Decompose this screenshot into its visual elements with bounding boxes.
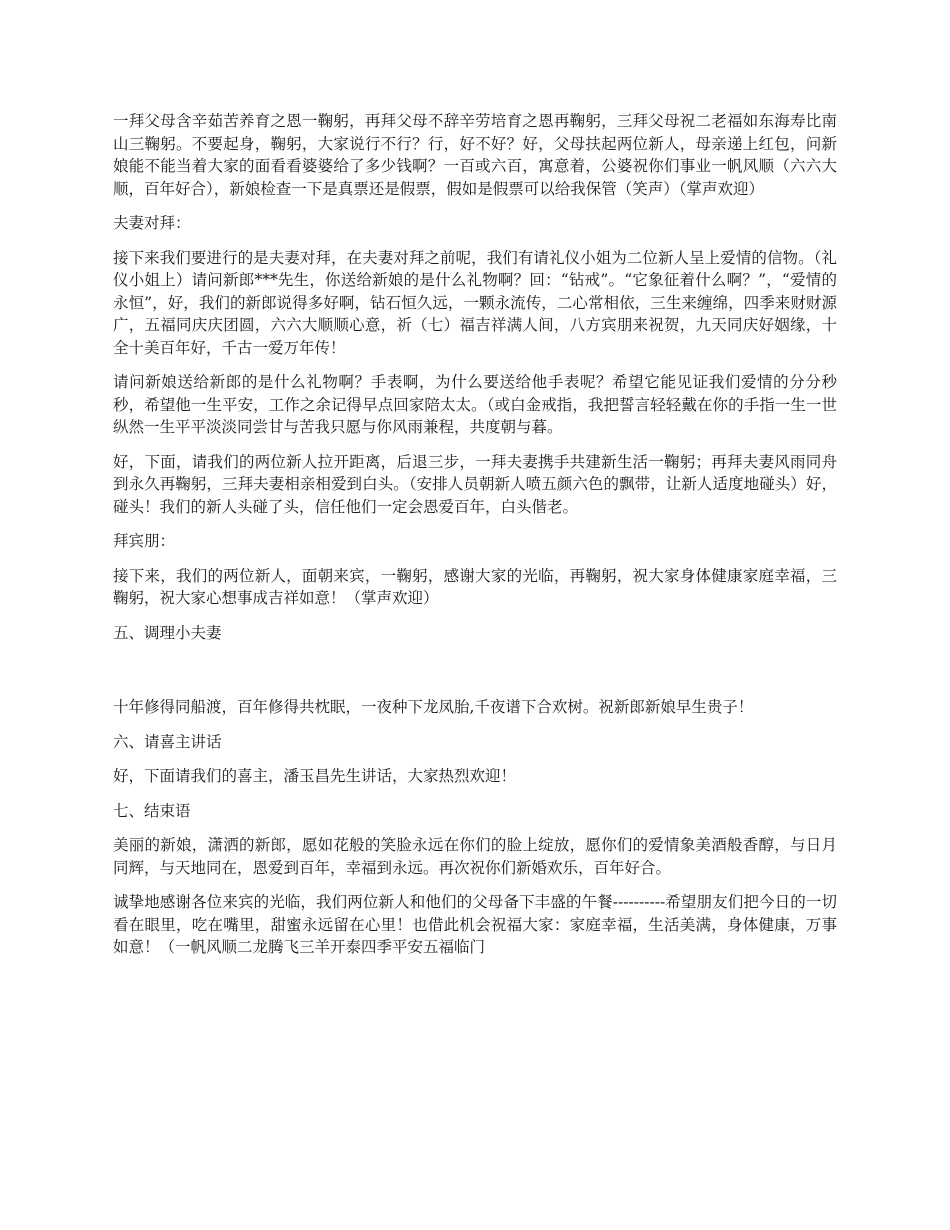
heading-section-six: 六、请喜主讲话 bbox=[113, 732, 222, 751]
paragraph-final-thanks: 诚挚地感谢各位来宾的光临，我们两位新人和他们的父母备下丰盛的午餐----------希望朋友们把今日的一切看在眼里，吃在嘴里，甜蜜永远留在心里！也借此机会祝福大家：家庭幸福，生活美满，身体健康，万事如意！（一帆风顺二龙腾飞三羊开泰四季平安五福临门 bbox=[113, 893, 837, 956]
paragraph-parents-bow: 一拜父母含辛茹苦养育之恩一鞠躬，再拜父母不辞辛劳培育之恩再鞠躬，三拜父母祝二老福如东海寿比南山三鞠躬。不要起身，鞠躬，大家说行不行？行，好不好？好，父母扶起两位新人，母亲递上红包，问新娘能不能当着大家的面看看婆婆给了多少钱啊？一百或六百，寓意着，公婆祝你们事业一帆风顺（六六大顺，百年好合），新娘检查一下是真票还是假票，假如是假票可以给我保管（笑声）（掌声欢迎） bbox=[113, 112, 837, 198]
heading-guest-bow: 拜宾朋： bbox=[113, 532, 176, 550]
document-page bbox=[113, 110, 837, 971]
heading-section-five: 五、调理小夫妻 bbox=[113, 623, 222, 642]
paragraph-three-bows: 好，下面，请我们的两位新人拉开距离，后退三步，一拜夫妻携手共建新生活一鞠躬；再拜夫妻风雨同舟到永久再鞠躬，三拜夫妻相亲相爱到白头。（安排人员朝新人喷五颜六色的飘带，让新人适度地碰头）好，碰头！我们的新人头碰了头，信任他们一定会恩爱百年，白头偕老。 bbox=[113, 452, 837, 516]
paragraph-thank-guests: 接下来，我们的两位新人，面朝来宾，一鞠躬，感谢大家的光临，再鞠躬，祝大家身体健康家庭幸福，三鞠躬，祝大家心想事成吉祥如意！（掌声欢迎） bbox=[113, 566, 837, 607]
heading-couple-bow: 夫妻对拜： bbox=[113, 214, 191, 232]
paragraph-blessing: 十年修得同船渡，百年修得共枕眠，一夜种下龙凤胎,千夜谱下合欢树。祝新郎新娘早生贵子！ bbox=[113, 698, 754, 716]
blank-gap bbox=[113, 656, 837, 696]
paragraph-watch-gift: 请问新娘送给新郎的是什么礼物啊？手表啊，为什么要送给他手表呢？希望它能见证我们爱情的分分秒秒，希望他一生平安，工作之余记得早点回家陪太太。（或白金戒指，我把誓言轻轻戴在你的手指一生一世纵然一生平平淡淡同尝甘与苦我只愿与你风雨兼程，共度朝与暮。 bbox=[113, 373, 837, 436]
heading-section-seven: 七、结束语 bbox=[113, 801, 191, 820]
paragraph-ring-gift: 接下来我们要进行的是夫妻对拜，在夫妻对拜之前呢，我们有请礼仪小姐为二位新人呈上爱情的信物。（礼仪小姐上）请问新郎***先生，你送给新娘的是什么礼物啊？回：“钻戒”。“它象征着什么啊？”，“爱情的永恒”，好，我们的新郎说得多好啊，钻石恒久远，一颗永流传，二心常相依，三生来缠绵，四季来财财源广，五福同庆庆团圆，六六大顺顺心意，祈（七）福吉祥满人间，八方宾朋来祝贺，九天同庆好姻缘，十全十美百年好，千古一爱万年传！ bbox=[113, 248, 837, 357]
paragraph-host-speech: 好，下面请我们的喜主，潘玉昌先生讲话，大家热烈欢迎！ bbox=[113, 767, 517, 785]
paragraph-closing: 美丽的新娘，潇洒的新郎，愿如花般的笑脸永远在你们的脸上绽放，愿你们的爱情象美酒般香醇，与日月同辉，与天地同在，恩爱到百年，幸福到永远。再次祝你们新婚欢乐，百年好合。 bbox=[113, 836, 837, 877]
